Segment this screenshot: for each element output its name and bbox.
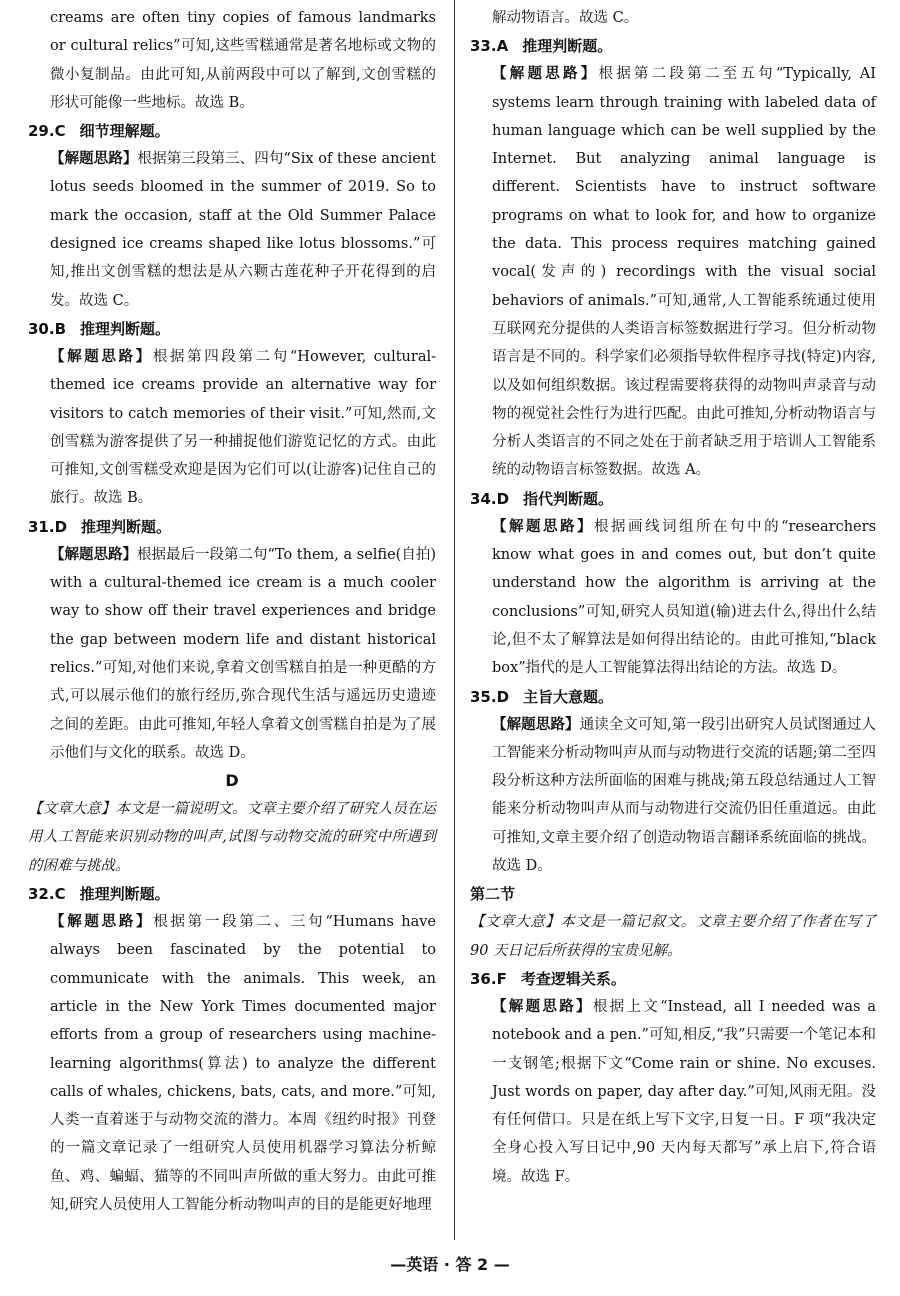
q31-tag: 【解题思路】 [50,545,137,563]
q29-number: 29.C [28,122,66,141]
q34-heading [470,485,876,513]
q33-body: 根据第二段第二至五句“Typically, AI systems learn through training with labeled data of human language which can be well supplied by the Internet. But analyzing animal language is different. Scientists have to instruct software programs on what to look for, and how to organize the data. This process requires matching gained vocal(发声的) recordings with the visual social behaviors of animals.”可知,通常,人工智能系统通过使用互联网充分提供的人类语言标签数据进行学习。但分析动物语言是不同的。科学家们必须指导软件程序寻找(特定)内容,以及如何组织数据。该过程需要将获得的动物叫声录音与动物的视觉社会性行为进行匹配。由此可推知,分析动物语言与分析人类语言的不同之处在于前者缺乏用于培训人工智能系统的动物语言标签数据。故选 A。 [492,66,877,479]
q34-explanation [470,513,876,683]
q30-heading [28,315,436,343]
q31-body: 根据最后一段第二句“To them, a selfie(自拍) with a cultural-themed ice cream is a much cooler way to show off their travel experiences and bridge the gap between modern life and distant historical relics.”可知,对他们来说,拿着文创雪糕自拍是一种更酷的方式,可以展示他们的旅行经历,弥合现代生活与遥远历史遗迹之间的差距。由此可推知,年轻人拿着文创雪糕自拍是为了展示他们与文化的联系。故选 D。 [50,546,436,761]
q32-heading [28,880,436,908]
q29-tag: 【解题思路】 [50,150,138,168]
q36-tag: 【解题思路】 [492,997,593,1015]
q35-heading [470,683,876,711]
q31-explanation [28,541,436,767]
q36-explanation [470,993,876,1191]
q35-type: 主旨大意题。 [523,687,614,706]
q32-number: 32.C [28,885,66,904]
q34-tag: 【解题思路】 [492,517,595,535]
q33-heading [470,32,876,60]
q31-type: 推理判断题。 [81,517,172,536]
q29-body: 根据第三段第三、四句“Six of these ancient lotus seeds bloomed in the summer of 2019. So to mark the occasion, staff at the Old Summer Palace designed ice creams shaped like lotus blossoms.”可知,推出文创雪糕的想法是从六颗古莲花种子开花得到的启发。故选 C。 [50,151,437,309]
left-column [28,4,436,1219]
page-footer: —英语 · 答 2 — [390,1255,510,1274]
q34-body: 根据画线词组所在句中的“researchers know what goes in and comes out, but don’t quite understand how the algorithm is arriving at the conclusions”可知,研究人员知道(输)进去什么,得出什么结论,但不太了解算法是如何得出结论的。由此可推知,“black box”指代的是人工智能算法得出结论的方法。故选 D。 [492,518,877,677]
q32-explanation [28,908,436,1219]
q32-body: 根据第一段第二、三句“Humans have always been fascinated by the potential to communicate with the animals. This week, an article in the New York Times documented major efforts from a group of researchers using machine-learning algorithms(算法) to analyze the different calls of whales, chickens, bats, cats, and more.”可知,人类一直着迷于与动物交流的潜力。本周《纽约时报》刊登的一篇文章记录了一组研究人员使用机器学习算法分析鲸鱼、鸡、蝙蝠、猫等的不同叫声所做的重大努力。由此可推知,研究人员使用人工智能分析动物叫声的目的是能更好地理 [50,914,437,1213]
q33-explanation [470,60,876,484]
q29-type: 细节理解题。 [79,122,170,141]
section-d-heading: D [225,771,239,791]
q30-tag: 【解题思路】 [50,347,153,365]
q36-number: 36.F [470,969,507,988]
q33-tag: 【解题思路】 [492,65,599,83]
q32-tag: 【解题思路】 [50,913,154,931]
q33-number: 33.A [470,37,509,56]
q30-body: 根据第四段第二句“However, cultural-themed ice creams provide an alternative way for visitors to catch memories of their visit.”可知,然而,文创雪糕为游客提供了另一种捕捉他们游览记忆的方式。由此可推知,文创雪糕受欢迎是因为它们可以(让游客)记住自己的旅行。故选 B。 [50,348,437,507]
q32-type: 推理判断题。 [79,885,170,904]
q35-tag: 【解题思路】 [492,715,580,733]
q35-explanation [470,711,876,881]
q30-explanation [28,343,436,513]
intro-continuation: creams are often tiny copies of famous landmarks or cultural relics”可知,这些雪糕通常是著名地标或文物的微小复制品。由此可知,从前两段中可以了解到,文创雪糕的形状可能像一些地标。故选 B。 [50,10,436,111]
column-divider [454,0,455,1240]
q30-number: 30.B [28,319,67,338]
q34-type: 指代判断题。 [523,489,614,508]
q29-explanation [28,145,436,315]
right-column [470,4,876,1191]
q32-continuation: 解动物语言。故选 C。 [492,10,639,26]
q36-type: 考查逻辑关系。 [520,969,626,988]
q31-number: 31.D [28,517,68,536]
q35-number: 35.D [470,687,510,706]
q36-body: 根据上文“Instead, all I needed was a notebook and a pen.”可知,相反,“我”只需要一个笔记本和一支钢笔;根据下文“Come rain or shine. No excuses. Just words on paper, day after day.”可知,风雨无阻。没有任何借口。只是在纸上写下文字,日复一日。F 项“我决定全身心投入写日记中,90 天内每天都写”承上启下,符合语境。故选 F。 [492,998,877,1185]
q29-heading [28,117,436,145]
section-2-summary: 【文章大意】本文是一篇记叙文。文章主要介绍了作者在写了 90 天日记后所获得的宝贵见解。 [470,914,876,959]
q36-heading [470,965,876,993]
q35-body: 通读全文可知,第一段引出研究人员试图通过人工智能来分析动物叫声从而与动物进行交流的话题;第二至四段分析这种方法所面临的困难与挑战;第五段总结通过人工智能来分析动物叫声从而与动物进行交流仍旧任重道远。由此可推知,文章主要介绍了创造动物语言翻译系统面临的挑战。故选 D。 [492,716,877,875]
q33-type: 推理判断题。 [522,37,613,56]
section-d-summary: 【文章大意】本文是一篇说明文。文章主要介绍了研究人员在运用人工智能来识别动物的叫声,试图与动物交流的研究中所遇到的困难与挑战。 [28,801,436,874]
q31-heading [28,513,436,541]
section-2-heading: 第二节 [470,885,516,904]
q34-number: 34.D [470,489,510,508]
q30-type: 推理判断题。 [80,319,171,338]
